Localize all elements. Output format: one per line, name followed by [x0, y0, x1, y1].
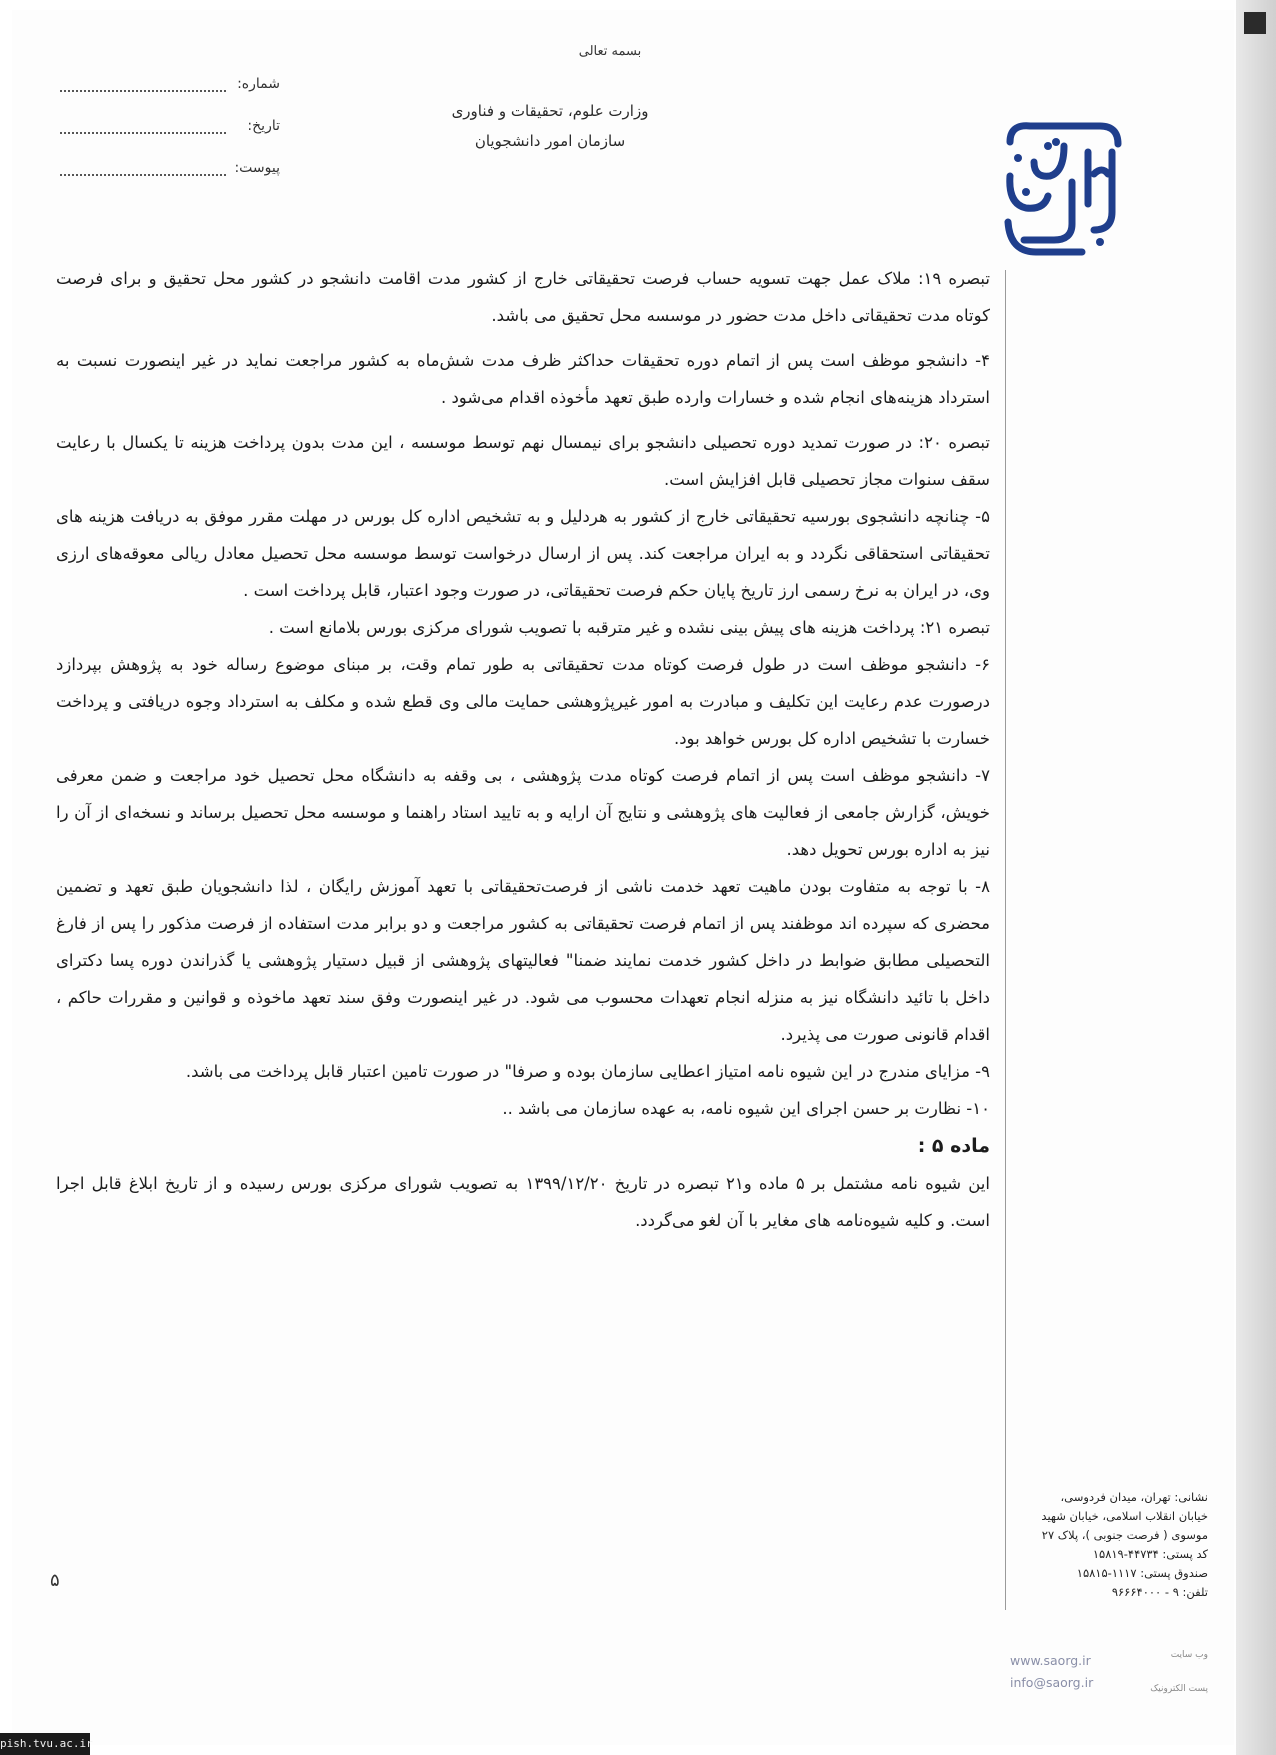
email-label: پست الکترونیک — [1150, 1684, 1208, 1694]
date-blank — [60, 118, 226, 134]
address-line: نشانی: تهران، میدان فردوسی، — [1060, 1490, 1208, 1504]
note-21: تبصره ۲۱: پرداخت هزینه های پیش بینی نشده و غیر مترقبه با تصویب شورای مرکزی بورس بلامانع است . — [268, 618, 990, 637]
address-block — [1010, 1488, 1208, 1602]
clause-10: ۱۰- نظارت بر حسن اجرای این شیوه نامه، به عهده سازمان می باشد .. — [502, 1099, 990, 1118]
number-blank — [60, 76, 226, 92]
clause-8: ۸- با توجه به متفاوت بودن ماهیت تعهد خدمت ناشی از فرصت‌تحقیقاتی با تعهد آموزش رایگان ، لذا دانشجویان طبق تعهد و تضمین محضری که سپرده اند موظفند پس از اتمام فرصت تحقیقاتی به کشور مراجعت و دو برابر مدت استفاده از فرصت مذکور را پس از فارغ التحصیلی مطابق ضوابط در داخل کشور خدمت نمایند ضمنا" فعالیتهای پژوهشی از قبیل دستیار پژوهشی یا گذراندن دوره پسا دکترای داخل با تائید دانشگاه نیز به منزله انجام تعهدات محسوب می شود. در غیر اینصورت وفق سند تعهد ماخوذه و قوانین و مقررات حاکم ، اقدام قانونی صورت می پذیرد. — [56, 877, 990, 1044]
margin-rule — [1005, 270, 1006, 1610]
scan-edge — [1236, 0, 1276, 1755]
number-label: شماره: — [237, 76, 280, 92]
clause-4: ۴- دانشجو موظف است پس از اتمام دوره تحقیقات حداکثر ظرف مدت شش‌ماه به کشور مراجعت نماید در غیر اینصورت نسبت به استرداد هزینه‌های انجام شده و خسارات وارده طبق تعهد مأخوذه اقدام می‌شود . — [56, 351, 990, 407]
web-contact-block — [1010, 1650, 1208, 1694]
clause-5: ۵- چنانچه دانشجوی بورسیه تحقیقاتی خارج از کشور به هردلیل و به تشخیص اداره کل بورس در مهلت مقرر موفق به دریافت هزینه های تحقیقاتی استحقاقی نگردد و به ایران مراجعت کند. پس از ارسال درخواست توسط موسسه محل تحصیل معادل ریالی معوقه‌های ارزی وی، در ایران به نرخ رسمی ارز تاریخ پایان حکم فرصت تحقیقاتی، در صورت وجود اعتبار، قابل پرداخت است . — [56, 507, 990, 600]
website-link[interactable]: www.saorg.ir — [1010, 1653, 1091, 1668]
address-line: خیابان انقلاب اسلامی، خیابان شهید — [1041, 1509, 1208, 1523]
page-number: ۵ — [50, 1570, 60, 1591]
postal-code: کد پستی: ۴۴۷۳۴-۱۵۸۱۹ — [1092, 1547, 1208, 1561]
date-label: تاریخ: — [247, 118, 280, 134]
number-field — [60, 76, 280, 118]
clause-7: ۷- دانشجو موظف است پس از اتمام فرصت کوتاه مدت پژوهشی ، بی وقفه به دانشگاه محل تحصیل خود مراجعت و ضمن معرفی خویش، گزارش جامعی از فعالیت های پژوهشی و نتایج آن ارایه و به تایید استاد راهنما و موسسه محل تحصیل برساند و نسخه‌ای از آن را نیز به اداره بورس تحویل دهد. — [56, 766, 990, 859]
article-5-text: این شیوه نامه مشتمل بر ۵ ماده و۲۱ تبصره در تاریخ ۱۳۹۹/۱۲/۲۰ به تصویب شورای مرکزی بورس رسیده و از تاریخ ابلاغ قابل اجرا است. و کلیه شیوه‌نامه های مغایر با آن لغو می‌گردد. — [56, 1174, 990, 1230]
site-watermark: pish.tvu.ac.ir — [0, 1733, 90, 1755]
article-5-heading: ماده ۵ : — [917, 1135, 990, 1157]
attachment-label: پیوست: — [234, 160, 280, 176]
organization-name: سازمان امور دانشجویان — [474, 132, 626, 150]
document-body — [56, 260, 990, 1239]
note-19: تبصره ۱۹: ملاک عمل جهت تسویه حساب فرصت تحقیقاتی خارج از کشور مدت اقامت دانشجو در کشور محل تحقیق و برای فرصت کوتاه مدت تحقیقاتی داخل مدت حضور در موسسه محل تحقیق می باشد. — [56, 269, 991, 325]
letter-meta-fields — [60, 76, 280, 202]
email-link[interactable]: info@saorg.ir — [1010, 1675, 1094, 1690]
bismillah-heading: بسمه تعالی — [578, 44, 642, 59]
address-line: موسوی ( فرصت جنوبی )، پلاک ۲۷ — [1041, 1528, 1208, 1542]
scan-corner-mark — [1244, 12, 1266, 34]
attachment-field — [60, 160, 280, 202]
po-box: صندوق پستی: ۱۱۱۷-۱۵۸۱۵ — [1076, 1566, 1208, 1580]
phone-number: تلفن: ۹ - ۹۶۶۶۴۰۰۰ — [1111, 1585, 1208, 1599]
clause-9: ۹- مزایای مندرج در این شیوه نامه امتیاز اعطایی سازمان بوده و صرفا" در صورت تامین اعتبار قابل پرداخت می باشد. — [185, 1062, 990, 1081]
note-20: تبصره ۲۰: در صورت تمدید دوره تحصیلی دانشجو برای نیمسال نهم توسط موسسه ، این مدت بدون پرداخت هزینه تا یکسال با رعایت سقف سنوات مجاز تحصیلی قابل افزایش است. — [56, 433, 990, 489]
ministry-name: وزارت علوم، تحقیقات و فناوری — [451, 102, 649, 120]
letterhead-title — [390, 96, 710, 156]
attachment-blank — [60, 160, 226, 176]
clause-6: ۶- دانشجو موظف است در طول فرصت کوتاه مدت تحقیقاتی به طور تمام وقت، بر مبنای موضوع رساله خود به پژوهش بپردازد درصورت عدم رعایت این تکلیف و مبادرت به امور غیرپژوهشی حمایت مالی وی قطع شده و مکلف به استرداد وجوه دریافتی و پرداخت خسارت با تشخیص اداره کل بورس خواهد بود. — [56, 655, 990, 748]
organization-logo — [990, 112, 1130, 262]
date-field — [60, 118, 280, 160]
website-label: وب سایت — [1170, 1650, 1208, 1660]
